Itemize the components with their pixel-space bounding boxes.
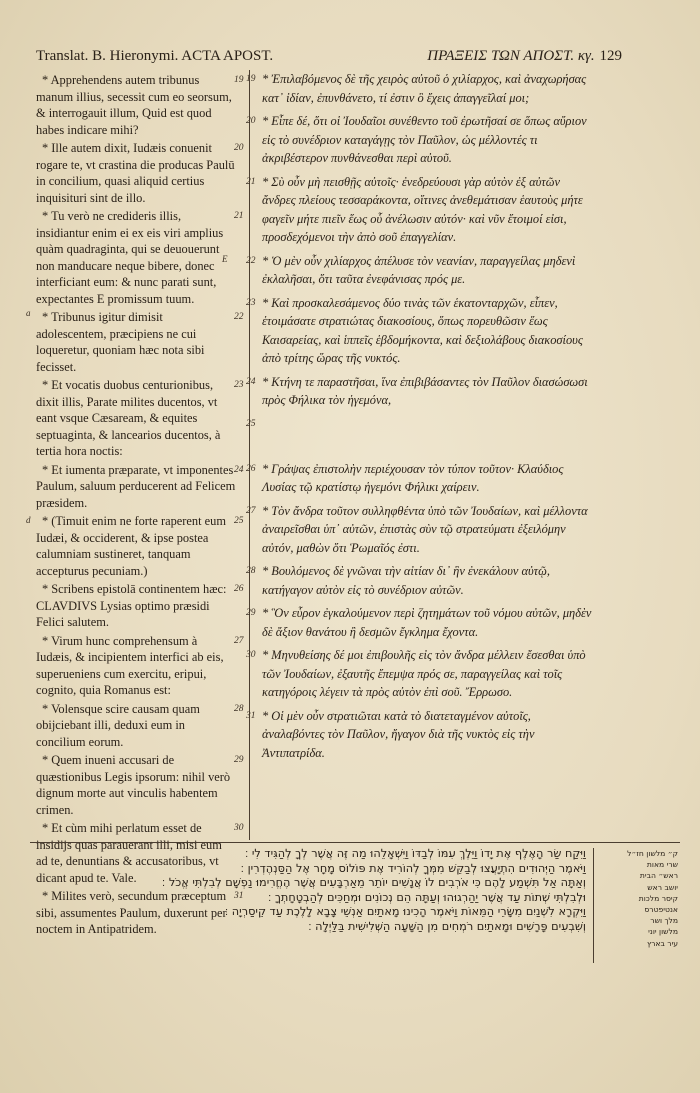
latin-verse-24 <box>36 462 244 512</box>
greek-verse-number: 29 <box>246 608 256 618</box>
latin-verse-22 <box>36 309 244 375</box>
latin-verse-text: * Ille autem dixit, Iudæis conuenit rogare te, vt crastina die producas Paulū in concilium, quasi aliquid certius inquisituri sint de illo. <box>36 141 235 205</box>
latin-verse-23 <box>36 377 244 460</box>
greek-verse-text: * Σὺ οὖν μὴ πεισθῇς αὐτοῖς· ἐνεδρεύουσι γὰρ αὐτὸν ἐξ αὐτῶν ἄνδρες πλείους τεσσαράκοντα, οἵτινες ἀνεθεμάτισαν ἑαυτοὺς μήτε φαγεῖν μήτε πιεῖν ἕως οὗ ἀνέλωσιν αὐτόν· καὶ νῦν ἕτοιμοί εἰσι, προσδεχόμενοι τὴν ἀπὸ σοῦ ἐπαγγελίαν. <box>262 174 583 244</box>
hebrew-side-note: מלך ושר <box>650 916 678 926</box>
greek-verse-24 <box>246 373 592 410</box>
greek-verse-text: * Μηνυθείσης δέ μοι ἐπιβουλῆς εἰς τὸν ἄνδρα μέλλειν ἔσεσθαι ὑπὸ τῶν Ἰουδαίων, ἐξαυτῆς ἔπεμψα πρός σε, παραγγείλας καὶ τοῖς κατηγόροις λέγειν τὰ πρὸς αὐτὸν ἐπὶ σοῦ. Ἔρρωσο. <box>262 648 586 699</box>
greek-column <box>246 70 592 767</box>
greek-verse-number: 28 <box>246 566 256 576</box>
latin-verse-text: * Et vocatis duobus centurionibus, dixit illis, Parate milites ducentos, vt eant vsque Cæsaream, & equites septuaginta, & lancearios ducentos, à tertia hora noctis: <box>36 378 221 458</box>
latin-verse-20 <box>36 140 244 206</box>
greek-verse-26 <box>246 460 592 497</box>
hebrew-side-note: יושב ראש <box>647 882 678 892</box>
greek-verse-text: * Εἶπε δέ, ὅτι οἱ Ἰουδαῖοι συνέθεντο τοῦ ἐρωτῆσαί σε ὅπως αὔριον εἰς τὸ συνέδριον καταγάγῃς τὸν Παῦλον, ὡς μέλλοντές τι ἀκριβέστερον πυνθάνεσθαι περὶ αὐτοῦ. <box>262 114 587 165</box>
latin-verse-text: * (Timuit enim ne forte raperent eum Iudæi, & occiderent, & ipse postea calumniam sustineret, tanquam accepturus pecuniam.) <box>36 514 226 578</box>
greek-verse-19 <box>246 70 592 107</box>
hebrew-side-note: אנטיפטרס <box>644 905 678 915</box>
latin-verse-text: * Tribunus igitur dimisit adolescentem, præcipiens ne cui loqueretur, quoniam hæc nota sibi fecisset. <box>36 310 205 374</box>
greek-verse-number: 26 <box>246 463 256 474</box>
latin-column <box>36 72 244 940</box>
greek-verse-text: * Ὁ μὲν οὖν χιλίαρχος ἀπέλυσε τὸν νεανίαν, παραγγείλας μηδενὶ ἐκλαλῆσαι, ὅτι ταῦτα ἐνεφάνισας πρός με. <box>262 253 576 286</box>
greek-verse-number: 31 <box>246 710 256 721</box>
latin-verse-text: * Volensque scire causam quam obijciebant illi, deduxi eum in concilium eorum. <box>36 701 200 749</box>
latin-verse-number: 27 <box>234 635 244 646</box>
page-number: 129 <box>599 48 622 64</box>
greek-verse-29 <box>246 604 592 641</box>
greek-verse-31 <box>246 707 592 763</box>
hebrew-side-note: שרי מאות <box>646 860 678 870</box>
hebrew-line: וּלְבִלְתִּי שְׁתוֹת עַד אֲשֶׁר יַהַרְגוּהוּ וְעַתָּה הֵם נְכוֹנִים וּמְחַכִּים לְהַבְטָחָתְךָ ׃ <box>267 890 586 904</box>
greek-verse-27 <box>246 502 592 558</box>
hebrew-line: וַיִּקְרָא לִשְׁנַיִם מִשָּׂרֵי הַמֵּאוֹת וַיֹּאמֶר הָכִינוּ מָאתַיִם אַנְשֵׁי צָבָא לָלֶכֶת עַד קֵיסַרְיָה ׃ <box>224 905 586 919</box>
greek-verse-number: 27 <box>246 505 256 516</box>
hebrew-side-note: מלשון יוני <box>648 927 678 937</box>
latin-verse-text: * Virum hunc comprehensum à Iudæis, & incipientem interfici ab eis, superueniens cum exercitu, eripui, cognito, quia Romanus est: <box>36 633 224 697</box>
latin-verse-text: * Tu verò ne credideris illis, insidiantur enim ei ex eis viri amplius quàm quadraginta, qui se deuouerunt non manducare neque bibere, donec interficiant eum: & nunc parati sunt, expectantes E promissum tuum. <box>36 209 224 306</box>
latin-verse-number: 29 <box>234 755 244 765</box>
hebrew-line: וְשִׁבְעִים פָּרָשִׁים וּמָאתַיִם רֹמְחִים מִן הַשָּׁעָה הַשְּׁלִישִׁית בַּלַּיְלָה ׃ <box>308 919 586 933</box>
latin-verse-number: 19 <box>234 75 244 85</box>
latin-verse-number: 21 <box>234 211 244 221</box>
greek-verse-number: 22 <box>246 255 256 266</box>
latin-verse-number: 24 <box>234 464 244 475</box>
latin-verse-29 <box>36 752 244 818</box>
hebrew-side-divider <box>593 848 594 963</box>
latin-verse-text: * Apprehendens autem tribunus manum illius, secessit cum eo seorsum, & interrogauit illum, Quid est quod habes indicare mihi? <box>36 73 232 137</box>
greek-verse-28 <box>246 562 592 599</box>
latin-verse-text: * Scribens epistolā continentem hæc: CLAVDIVS Lysias optimo præsidi Felici salutem. <box>36 582 227 629</box>
header-center: ΠΡΑΞΕΙΣ ΤΩΝ ΑΠΟΣΤ. κγ. <box>427 48 595 64</box>
latin-verse-19 <box>36 72 244 138</box>
hebrew-text <box>38 847 586 935</box>
latin-verse-number: 26 <box>234 584 244 594</box>
greek-verse-number: 25 <box>246 418 256 429</box>
header-left: Translat. B. Hieronymi. ACTA APOST. <box>36 48 274 64</box>
greek-verse-text: * Βουλόμενος δὲ γνῶναι τὴν αἰτίαν δι᾽ ἣν ἐνεκάλουν αὐτῷ, κατήγαγον αὐτὸν εἰς τὸ συνέδριον αὐτῶν. <box>262 564 550 597</box>
hebrew-line: וַיֹּאמֶר הַיְּהוּדִים הִתְיָעֲצוּ לְבַקֵּשׁ מִמְּךָ לְהוֹרִיד אֶת פּוֹלוֹס מָחָר אֶל הַסַּנְהֶדְרִין ׃ <box>240 861 586 875</box>
hebrew-marginal-notes <box>600 848 678 949</box>
latin-verse-number: 28 <box>234 703 244 714</box>
greek-verse-22 <box>246 252 592 289</box>
greek-verse-20 <box>246 112 592 168</box>
latin-verse-26 <box>36 581 244 631</box>
greek-verse-30 <box>246 646 592 702</box>
hebrew-line: וְאַתָּה אַל תִּשְׁמַע לָהֶם כִּי אֹרְבִים לוֹ אֲנָשִׁים יוֹתֵר מֵאַרְבָּעִים אֲשֶׁר הֶחֱרִימוּ נַפְשָׁם לְבִלְתִּי אֱכֹל ׃ <box>161 876 586 890</box>
greek-verse-text: * Ὃν εὗρον ἐγκαλούμενον περὶ ζητημάτων τοῦ νόμου αὐτῶν, μηδὲν δὲ ἄξιον θανάτου ἢ δεσμῶν ἔγκλημα ἔχοντα. <box>262 606 592 639</box>
greek-verse-text: * Ἐπιλαβόμενος δὲ τῆς χειρὸς αὐτοῦ ὁ χιλίαρχος, καὶ ἀναχωρήσας κατ᾽ ἰδίαν, ἐπυνθάνετο, τί ἐστιν ὃ ἔχεις ἀπαγγεῖλαί μοι; <box>262 72 587 105</box>
latin-verse-number: 23 <box>234 380 244 390</box>
greek-verse-25 <box>246 415 592 455</box>
hebrew-side-note: ק״ מלשון חז״ל <box>627 849 678 858</box>
latin-verse-number: 25 <box>234 516 244 526</box>
latin-verse-27 <box>36 633 244 699</box>
latin-verse-text: * Et cùm mihi perlatum esset de insidijs quas parauerant illi, misi eum ad te, denuntians & accusatoribus, vt dicant apud te. Vale. <box>36 821 222 885</box>
latin-verse-number: 22 <box>234 312 244 322</box>
greek-verse-number: 21 <box>246 176 256 187</box>
greek-verse-23 <box>246 294 592 368</box>
latin-verse-number: 30 <box>234 823 244 833</box>
hebrew-line: וַיִּקַח שַׂר הָאֶלֶף אֶת יָדוֹ וַיֵּלֶךְ עִמּוֹ לְבַדּוֹ וַיִּשְׁאָלֵהוּ מַה זֶּה אֲשֶׁר לְךָ לְהַגִּיד לִי ׃ <box>244 847 586 860</box>
latin-verse-number: 31 <box>234 891 244 901</box>
greek-verse-21 <box>246 173 592 247</box>
greek-verse-number: 30 <box>246 650 256 660</box>
hebrew-side-note: עיר בארץ <box>646 938 678 948</box>
latin-verse-text: * Milites verò, secundum præceptum sibi, assumentes Paulum, duxerunt per noctem in Antipatridem. <box>36 889 227 936</box>
greek-verse-number: 19 <box>246 74 256 84</box>
margin-letter-d: d <box>26 515 31 525</box>
margin-letter-a: a <box>26 308 31 318</box>
greek-verse-text: * Οἱ μὲν οὖν στρατιῶται κατὰ τὸ διατεταγμένον αὐτοῖς, ἀναλαβόντες τὸν Παῦλον, ἤγαγον διὰ τῆς νυκτὸς εἰς τὴν Ἀντιπατρίδα. <box>262 708 535 760</box>
latin-verse-21 <box>36 208 244 307</box>
margin-letter-e: E <box>222 254 228 264</box>
greek-verse-text: * Κτήνη τε παραστῆσαι, ἵνα ἐπιβιβάσαντες τὸν Παῦλον διασώσωσι πρὸς Φήλικα τὸν ἡγεμόνα, <box>262 374 588 407</box>
greek-verse-text: * Καὶ προσκαλεσάμενος δύο τινὰς τῶν ἑκατονταρχῶν, εἶπεν, ἑτοιμάσατε στρατιώτας διακοσίους, ὅπως πορευθῶσιν ἕως Καισαρείας, καὶ ἱππεῖς ἑβδομήκοντα, καὶ δεξιολάβους διακοσίους ἀπὸ τρίτης ὥρας τῆς νυκτός. <box>262 295 583 365</box>
running-header <box>36 48 622 70</box>
hebrew-side-note: קיסר מלכות <box>638 893 678 903</box>
greek-verse-text: * Τὸν ἄνδρα τοῦτον συλληφθέντα ὑπὸ τῶν Ἰουδαίων, καὶ μέλλοντα ἀναιρεῖσθαι ὑπ᾽ αὐτῶν, ἐπιστὰς σὺν τῷ στρατεύματι ἐξειλόμην αὐτόν, μαθὼν ὅτι Ῥωμαῖός ἐστι. <box>262 503 588 555</box>
latin-verse-28 <box>36 701 244 751</box>
greek-verse-number: 23 <box>246 297 256 308</box>
latin-verse-number: 20 <box>234 143 244 153</box>
greek-verse-number: 24 <box>246 376 256 387</box>
greek-verse-number: 20 <box>246 116 256 126</box>
latin-verse-25 <box>36 513 244 579</box>
hebrew-side-note: ראש״ הבית <box>639 871 678 881</box>
greek-verse-text: * Γράψας ἐπιστολὴν περιέχουσαν τὸν τύπον τοῦτον· Κλαύδιος Λυσίας τῷ κρατίστῳ ἡγεμόνι Φήλικι χαίρειν. <box>262 461 564 494</box>
hebrew-divider <box>30 842 680 843</box>
latin-verse-text: * Quem inueni accusari de quæstionibus Legis ipsorum: nihil verò dignum morte aut vinculis habentem crimen. <box>36 753 231 817</box>
latin-verse-text: * Et iumenta præparate, vt imponentes Paulum, saluum perducerent ad Felicem præsidem. <box>36 462 236 510</box>
